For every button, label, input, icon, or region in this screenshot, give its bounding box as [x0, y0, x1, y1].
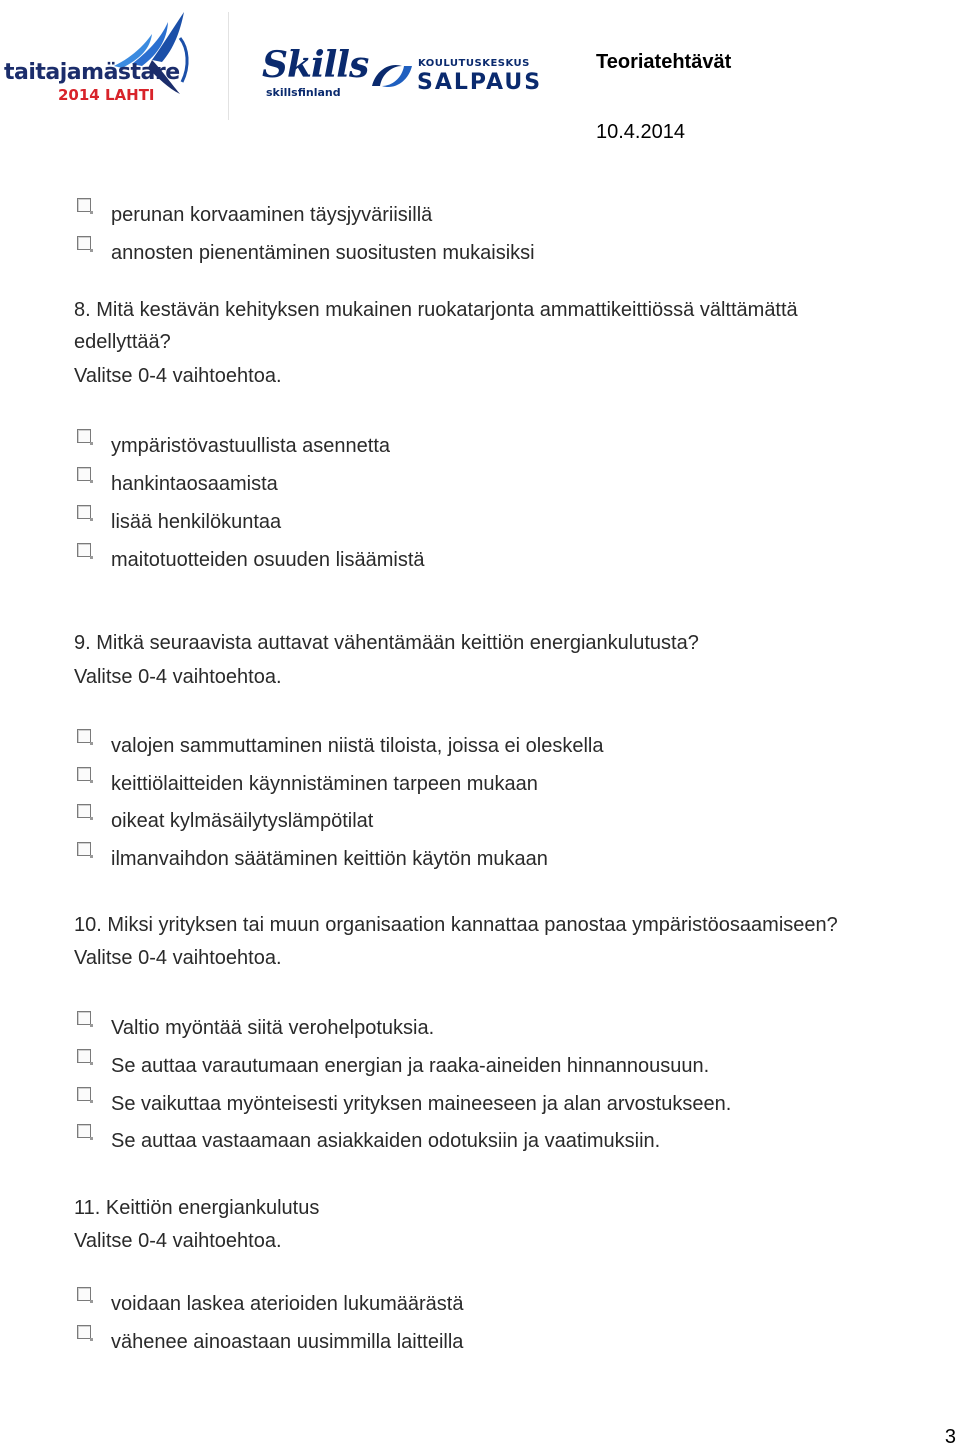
option-checkbox[interactable] — [77, 804, 91, 818]
taitaja-logo-word: taitajamästare — [4, 60, 180, 85]
option-label: Se vaikuttaa myönteisesti yrityksen maineeseen ja alan arvostukseen. — [111, 1093, 732, 1115]
header-divider — [228, 12, 229, 120]
document-title: Teoriatehtävät — [596, 51, 732, 73]
option-checkbox[interactable] — [77, 1124, 91, 1138]
option-label: maitotuotteiden osuuden lisäämistä — [111, 549, 425, 571]
option-label: ilmanvaihdon säätäminen keittiön käytön mukaan — [111, 848, 548, 870]
document-date: 10.4.2014 — [596, 121, 685, 143]
option-label: Valtio myöntää siitä verohelpotuksia. — [111, 1017, 435, 1039]
option-checkbox[interactable] — [77, 429, 91, 443]
option-label: valojen sammuttaminen niistä tiloista, joissa ei oleskella — [111, 735, 604, 757]
page-number: 3 — [944, 1426, 956, 1448]
option-checkbox[interactable] — [77, 236, 91, 250]
question-text: 10. Miksi yrityksen tai muun organisaation kannattaa panostaa ympäristöosaamiseen? — [74, 914, 838, 936]
option-label: Se auttaa vastaamaan asiakkaiden odotuksiin ja vaatimuksiin. — [111, 1130, 661, 1152]
option-checkbox[interactable] — [77, 842, 91, 856]
question-instruction: Valitse 0-4 vaihtoehtoa. — [74, 365, 282, 387]
option-checkbox[interactable] — [77, 543, 91, 557]
option-checkbox[interactable] — [77, 505, 91, 519]
option-label: lisää henkilökuntaa — [111, 511, 282, 533]
option-checkbox[interactable] — [77, 1287, 91, 1301]
option-checkbox[interactable] — [77, 1049, 91, 1063]
skills-logo-subtitle: skillsfinland — [266, 86, 341, 99]
question-instruction: Valitse 0-4 vaihtoehtoa. — [74, 666, 282, 688]
option-label: ympäristövastuullista asennetta — [111, 435, 391, 457]
salpaus-logo-icon — [368, 56, 416, 96]
option-label: Se auttaa varautumaan energian ja raaka-aineiden hinnannousuun. — [111, 1055, 710, 1077]
option-checkbox[interactable] — [77, 467, 91, 481]
question-text: 9. Mitkä seuraavista auttavat vähentämään keittiön energiankulutusta? — [74, 632, 699, 654]
salpaus-logo-small: KOULUTUSKESKUS — [418, 58, 530, 69]
taitaja-logo-year: 2014 LAHTI — [58, 86, 155, 104]
option-label: annosten pienentäminen suositusten mukaisiksi — [111, 242, 535, 264]
option-checkbox[interactable] — [77, 198, 91, 212]
option-checkbox[interactable] — [77, 1011, 91, 1025]
option-checkbox[interactable] — [77, 1087, 91, 1101]
option-checkbox[interactable] — [77, 1325, 91, 1339]
option-label: hankintaosaamista — [111, 473, 278, 495]
question-instruction: Valitse 0-4 vaihtoehtoa. — [74, 1230, 282, 1252]
option-label: vähenee ainoastaan uusimmilla laitteilla — [111, 1331, 464, 1353]
option-label: voidaan laskea aterioiden lukumäärästä — [111, 1293, 464, 1315]
option-label: oikeat kylmäsäilytyslämpötilat — [111, 810, 374, 832]
option-label: perunan korvaaminen täysjyväriisillä — [111, 204, 433, 226]
skills-logo-script: Skills — [262, 44, 369, 86]
salpaus-logo-big: SALPAUS — [417, 70, 543, 95]
question-text: 11. Keittiön energiankulutus — [74, 1197, 320, 1219]
question-text-continued: edellyttää? — [74, 331, 171, 353]
option-label: keittiölaitteiden käynnistäminen tarpeen mukaan — [111, 773, 538, 795]
option-checkbox[interactable] — [77, 729, 91, 743]
question-instruction: Valitse 0-4 vaihtoehtoa. — [74, 947, 282, 969]
question-text: 8. Mitä kestävän kehityksen mukainen ruokatarjonta ammattikeittiössä välttämättä — [74, 299, 798, 321]
option-checkbox[interactable] — [77, 767, 91, 781]
